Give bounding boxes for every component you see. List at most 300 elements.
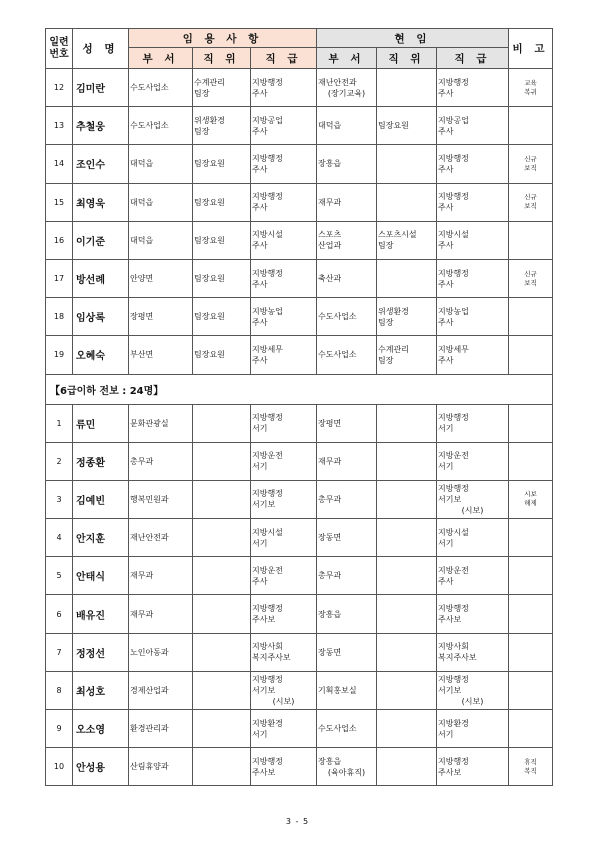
cell-appointment-grade xyxy=(251,442,317,480)
cell-name: 배유진 xyxy=(73,595,129,633)
cell-no: 6 xyxy=(46,595,73,633)
cell-line: 총무과 xyxy=(318,494,342,504)
cell-current-dept xyxy=(317,298,377,336)
cell-line: 장흥읍 xyxy=(318,609,342,619)
cell-no: 19 xyxy=(46,336,73,374)
cell-no: 1 xyxy=(46,404,73,442)
cell-line: 서기 xyxy=(252,462,268,472)
cell-current-grade xyxy=(437,107,509,145)
cell-appointment-position xyxy=(193,519,251,557)
cell-line: 지방행정 xyxy=(252,413,283,423)
cell-line: 지방시설 xyxy=(438,527,469,537)
cell-appointment-grade xyxy=(251,671,317,709)
cell-current-dept xyxy=(317,671,377,709)
cell-line: 팀장요원 xyxy=(194,235,225,245)
cell-appointment-dept xyxy=(129,748,193,786)
cell-note: 신규 보직 xyxy=(509,183,553,221)
cell-appointment-position xyxy=(193,671,251,709)
cell-note: 신규 보직 xyxy=(509,145,553,183)
cell-line: 지방농업 xyxy=(438,306,469,316)
cell-name: 추철웅 xyxy=(73,107,129,145)
header-note: 비 고 xyxy=(509,29,553,69)
table-row xyxy=(46,107,553,145)
cell-current-grade xyxy=(437,69,509,107)
cell-current-position xyxy=(377,480,437,518)
cell-current-position xyxy=(377,145,437,183)
cell-line: 서기 xyxy=(252,424,268,434)
header-appointment: 임 용 사 항 xyxy=(129,29,317,48)
cell-appointment-grade xyxy=(251,633,317,671)
cell-current-grade xyxy=(437,404,509,442)
table-row xyxy=(46,442,553,480)
cell-line: 서기 xyxy=(438,424,454,434)
cell-line: 팀장 xyxy=(378,317,394,327)
cell-line: 재난안전과 xyxy=(318,77,357,87)
table-row xyxy=(46,298,553,336)
cell-no: 7 xyxy=(46,633,73,671)
cell-note: 휴직 복직 xyxy=(509,748,553,786)
cell-line: 위생환경 xyxy=(378,306,409,316)
cell-line: 지방행정 xyxy=(252,77,283,87)
cell-line: 주사 xyxy=(252,576,268,586)
cell-line: 주사 xyxy=(438,279,454,289)
cell-line: 수계관리 xyxy=(378,344,409,354)
cell-line: 수도사업소 xyxy=(130,121,169,131)
cell-line: 지방행정 xyxy=(252,192,283,202)
cell-line: 복지주사보 xyxy=(252,653,291,663)
cell-name: 안성용 xyxy=(73,748,129,786)
cell-line: 대덕읍 xyxy=(130,159,154,169)
cell-line: 주사 xyxy=(438,576,454,586)
cell-note xyxy=(509,298,553,336)
cell-current-grade xyxy=(437,298,509,336)
cell-appointment-dept xyxy=(129,710,193,748)
cell-appointment-grade xyxy=(251,404,317,442)
cell-line: 주사 xyxy=(438,126,454,136)
cell-appointment-grade xyxy=(251,69,317,107)
cell-appointment-position xyxy=(193,748,251,786)
cell-current-position xyxy=(377,69,437,107)
cell-appointment-dept xyxy=(129,298,193,336)
cell-appointment-position xyxy=(193,442,251,480)
cell-appointment-position xyxy=(193,336,251,374)
cell-current-position xyxy=(377,259,437,297)
cell-line: (육아휴직) xyxy=(327,767,366,777)
cell-note xyxy=(509,442,553,480)
cell-appointment-grade xyxy=(251,595,317,633)
cell-current-grade xyxy=(437,595,509,633)
cell-line: 장평면 xyxy=(130,312,154,322)
cell-line: 지방행정 xyxy=(438,483,469,493)
cell-no: 5 xyxy=(46,557,73,595)
cell-line: 주사보 xyxy=(252,615,276,625)
cell-appointment-dept xyxy=(129,183,193,221)
cell-current-position xyxy=(377,442,437,480)
cell-line: 주사 xyxy=(438,88,454,98)
cell-line: 부산면 xyxy=(130,350,154,360)
cell-no: 16 xyxy=(46,221,73,259)
header-current-dept: 부 서 xyxy=(317,48,377,69)
cell-line: 지방사회 xyxy=(438,642,469,652)
cell-line: 팀장요원 xyxy=(194,312,225,322)
cell-appointment-dept xyxy=(129,259,193,297)
cell-no: 17 xyxy=(46,259,73,297)
table-row xyxy=(46,69,553,107)
cell-line: 주사보 xyxy=(252,767,276,777)
cell-line: (시보) xyxy=(461,505,484,515)
cell-line: 주사 xyxy=(252,88,268,98)
cell-no: 8 xyxy=(46,671,73,709)
cell-line: (장기교육) xyxy=(327,88,366,98)
cell-line: 대덕읍 xyxy=(318,121,342,131)
cell-current-grade xyxy=(437,671,509,709)
cell-line: 총무과 xyxy=(130,456,154,466)
cell-line: 주사 xyxy=(438,241,454,251)
cell-appointment-dept xyxy=(129,480,193,518)
cell-appointment-grade xyxy=(251,557,317,595)
cell-line: 지방행정 xyxy=(438,77,469,87)
cell-line: 팀장요원 xyxy=(194,197,225,207)
cell-line: 스포츠시설 xyxy=(378,230,417,240)
table-row xyxy=(46,633,553,671)
cell-line: 주사보 xyxy=(438,767,462,777)
cell-name: 최성호 xyxy=(73,671,129,709)
cell-appointment-dept xyxy=(129,442,193,480)
cell-line: 지방농업 xyxy=(252,306,283,316)
cell-current-dept xyxy=(317,107,377,145)
cell-line: 서기 xyxy=(252,729,268,739)
cell-appointment-dept xyxy=(129,633,193,671)
cell-current-dept xyxy=(317,404,377,442)
cell-appointment-position xyxy=(193,259,251,297)
cell-note xyxy=(509,107,553,145)
cell-line: 지방행정 xyxy=(438,413,469,423)
header-current: 현 임 xyxy=(317,29,509,48)
cell-line: 축산과 xyxy=(318,274,342,284)
cell-appointment-position xyxy=(193,183,251,221)
cell-line: 지방행정 xyxy=(438,604,469,614)
cell-line: 서기보 xyxy=(438,685,462,695)
cell-line: 지방운전 xyxy=(438,451,469,461)
cell-name: 김미란 xyxy=(73,69,129,107)
cell-name: 이기준 xyxy=(73,221,129,259)
header-current-position: 직 위 xyxy=(377,48,437,69)
cell-line: 장흥읍 xyxy=(318,159,342,169)
cell-appointment-position xyxy=(193,480,251,518)
cell-line: 위생환경 xyxy=(194,115,225,125)
cell-note xyxy=(509,336,553,374)
cell-line: 지방행정 xyxy=(438,756,469,766)
cell-current-grade xyxy=(437,259,509,297)
cell-line: 서기 xyxy=(438,729,454,739)
cell-name: 최영욱 xyxy=(73,183,129,221)
cell-line: 지방공업 xyxy=(252,115,283,125)
table-row xyxy=(46,145,553,183)
cell-line: 팀장요원 xyxy=(194,274,225,284)
cell-current-grade xyxy=(437,710,509,748)
cell-name: 정정선 xyxy=(73,633,129,671)
cell-line: 팀장 xyxy=(194,88,210,98)
cell-line: 대덕읍 xyxy=(130,235,154,245)
cell-line: 팀장요원 xyxy=(194,350,225,360)
cell-line: 장평면 xyxy=(318,418,342,428)
cell-name: 안지훈 xyxy=(73,519,129,557)
cell-line: 지방시설 xyxy=(438,230,469,240)
cell-current-position xyxy=(377,595,437,633)
cell-appointment-dept xyxy=(129,404,193,442)
cell-note xyxy=(509,671,553,709)
cell-current-dept xyxy=(317,336,377,374)
cell-name: 오소영 xyxy=(73,710,129,748)
cell-current-position xyxy=(377,221,437,259)
cell-name: 김예빈 xyxy=(73,480,129,518)
cell-line: 산업과 xyxy=(318,241,342,251)
cell-line: 서기 xyxy=(252,538,268,548)
cell-no: 13 xyxy=(46,107,73,145)
cell-line: 행복민원과 xyxy=(130,494,169,504)
cell-line: 주사 xyxy=(438,355,454,365)
cell-line: (시보) xyxy=(272,696,295,706)
cell-current-dept xyxy=(317,480,377,518)
cell-line: 지방운전 xyxy=(252,451,283,461)
cell-line: 지방행정 xyxy=(438,153,469,163)
cell-current-position xyxy=(377,107,437,145)
header-name: 성 명 xyxy=(73,29,129,69)
cell-no: 18 xyxy=(46,298,73,336)
cell-line: 산림휴양과 xyxy=(130,762,169,772)
cell-line: 주사 xyxy=(438,317,454,327)
table-row xyxy=(46,557,553,595)
cell-note xyxy=(509,710,553,748)
cell-current-dept xyxy=(317,710,377,748)
cell-current-dept xyxy=(317,145,377,183)
cell-appointment-dept xyxy=(129,107,193,145)
cell-current-dept xyxy=(317,595,377,633)
cell-line: 주사 xyxy=(252,355,268,365)
cell-line: 지방행정 xyxy=(252,268,283,278)
cell-line: 주사 xyxy=(438,203,454,213)
cell-current-grade xyxy=(437,336,509,374)
cell-line: 환경관리과 xyxy=(130,724,169,734)
cell-line: 지방운전 xyxy=(438,565,469,575)
cell-appointment-grade xyxy=(251,748,317,786)
cell-line: 장동면 xyxy=(318,647,342,657)
header-current-grade: 직 급 xyxy=(437,48,509,69)
cell-line: 수계관리 xyxy=(194,77,225,87)
cell-line: 주사 xyxy=(252,317,268,327)
cell-line: 팀장 xyxy=(378,355,394,365)
cell-line: 서기보 xyxy=(252,500,276,510)
cell-appointment-dept xyxy=(129,519,193,557)
cell-current-position xyxy=(377,336,437,374)
cell-line: 경제산업과 xyxy=(130,685,169,695)
cell-current-dept xyxy=(317,633,377,671)
cell-line: 서기 xyxy=(438,462,454,472)
cell-line: 서기보 xyxy=(438,494,462,504)
cell-no: 14 xyxy=(46,145,73,183)
cell-current-grade xyxy=(437,183,509,221)
cell-note xyxy=(509,221,553,259)
cell-line: 지방사회 xyxy=(252,642,283,652)
cell-current-dept xyxy=(317,748,377,786)
table-row xyxy=(46,183,553,221)
table-row xyxy=(46,259,553,297)
cell-appointment-grade xyxy=(251,298,317,336)
cell-line: 주사 xyxy=(252,164,268,174)
cell-line: 지방세무 xyxy=(438,344,469,354)
cell-name: 임상록 xyxy=(73,298,129,336)
cell-line: 지방행정 xyxy=(252,756,283,766)
table-row xyxy=(46,404,553,442)
cell-appointment-grade xyxy=(251,183,317,221)
cell-line: 지방시설 xyxy=(252,230,283,240)
cell-line: 스포츠 xyxy=(318,230,342,240)
cell-appointment-dept xyxy=(129,595,193,633)
cell-appointment-grade xyxy=(251,519,317,557)
header-appointment-position: 직 위 xyxy=(193,48,251,69)
table-row xyxy=(46,221,553,259)
personnel-table xyxy=(45,28,553,786)
cell-note xyxy=(509,633,553,671)
header-no: 일련 번호 xyxy=(46,29,73,69)
cell-appointment-grade xyxy=(251,107,317,145)
cell-no: 15 xyxy=(46,183,73,221)
cell-current-grade xyxy=(437,480,509,518)
cell-current-position xyxy=(377,633,437,671)
cell-line: 서기보 xyxy=(252,685,276,695)
cell-appointment-position xyxy=(193,69,251,107)
cell-no: 12 xyxy=(46,69,73,107)
cell-appointment-grade xyxy=(251,336,317,374)
cell-current-position xyxy=(377,710,437,748)
cell-line: 재무과 xyxy=(318,456,342,466)
cell-no: 3 xyxy=(46,480,73,518)
cell-current-position xyxy=(377,183,437,221)
cell-current-grade xyxy=(437,145,509,183)
cell-name: 정종환 xyxy=(73,442,129,480)
cell-appointment-position xyxy=(193,145,251,183)
cell-note xyxy=(509,557,553,595)
table-row xyxy=(46,519,553,557)
cell-line: 지방환경 xyxy=(252,718,283,728)
cell-line: 기획홍보실 xyxy=(318,685,357,695)
cell-appointment-grade xyxy=(251,259,317,297)
cell-current-position xyxy=(377,298,437,336)
cell-line: 주사 xyxy=(252,241,268,251)
cell-appointment-dept xyxy=(129,336,193,374)
table-row xyxy=(46,748,553,786)
cell-current-dept xyxy=(317,557,377,595)
cell-no: 9 xyxy=(46,710,73,748)
cell-note: 신규 보직 xyxy=(509,259,553,297)
cell-line: 주사 xyxy=(252,203,268,213)
cell-appointment-position xyxy=(193,221,251,259)
table-row xyxy=(46,671,553,709)
cell-no: 10 xyxy=(46,748,73,786)
section-row-group xyxy=(46,374,553,404)
cell-current-grade xyxy=(437,442,509,480)
table-body-top xyxy=(46,69,553,375)
cell-current-grade xyxy=(437,557,509,595)
cell-line: 재난안전과 xyxy=(130,533,169,543)
cell-name: 안태식 xyxy=(73,557,129,595)
cell-appointment-position xyxy=(193,404,251,442)
cell-line: 안양면 xyxy=(130,274,154,284)
table-row xyxy=(46,710,553,748)
cell-line: 주사보 xyxy=(438,615,462,625)
header-appointment-dept: 부 서 xyxy=(129,48,193,69)
cell-line: 수도사업소 xyxy=(318,724,357,734)
cell-current-dept xyxy=(317,69,377,107)
cell-appointment-dept xyxy=(129,69,193,107)
cell-appointment-position xyxy=(193,595,251,633)
cell-appointment-grade xyxy=(251,710,317,748)
cell-note xyxy=(509,519,553,557)
cell-line: 지방행정 xyxy=(252,604,283,614)
cell-note: 시보 해제 xyxy=(509,480,553,518)
section-title: 【6급이하 전보 : 24명】 xyxy=(46,374,553,404)
header-appointment-grade: 직 급 xyxy=(251,48,317,69)
cell-name: 조인수 xyxy=(73,145,129,183)
cell-line: 주사 xyxy=(252,279,268,289)
cell-line: 지방행정 xyxy=(438,192,469,202)
cell-line: 총무과 xyxy=(318,571,342,581)
table-row xyxy=(46,336,553,374)
cell-line: 팀장요원 xyxy=(194,159,225,169)
cell-appointment-dept xyxy=(129,221,193,259)
cell-line: 복지주사보 xyxy=(438,653,477,663)
cell-line: 재무과 xyxy=(318,197,342,207)
cell-appointment-position xyxy=(193,633,251,671)
cell-line: 주사 xyxy=(438,164,454,174)
cell-line: 대덕읍 xyxy=(130,197,154,207)
cell-appointment-grade xyxy=(251,480,317,518)
cell-line: 지방환경 xyxy=(438,718,469,728)
cell-note xyxy=(509,404,553,442)
cell-appointment-dept xyxy=(129,557,193,595)
cell-current-grade xyxy=(437,633,509,671)
cell-line: 재무과 xyxy=(130,571,154,581)
cell-line: 주사 xyxy=(252,126,268,136)
cell-line: 지방시설 xyxy=(252,527,283,537)
cell-note: 교육 복귀 xyxy=(509,69,553,107)
cell-appointment-grade xyxy=(251,221,317,259)
cell-line: 재무과 xyxy=(130,609,154,619)
cell-name: 방선례 xyxy=(73,259,129,297)
cell-line: 장흥읍 xyxy=(318,756,342,766)
cell-current-dept xyxy=(317,221,377,259)
table-body-bottom xyxy=(46,404,553,786)
cell-no: 4 xyxy=(46,519,73,557)
cell-name: 류민 xyxy=(73,404,129,442)
cell-appointment-position xyxy=(193,107,251,145)
cell-appointment-grade xyxy=(251,145,317,183)
cell-current-grade xyxy=(437,221,509,259)
cell-line: 팀장요원 xyxy=(378,121,409,131)
cell-line: 수도사업소 xyxy=(130,83,169,93)
cell-line: 서기 xyxy=(438,538,454,548)
cell-appointment-dept xyxy=(129,671,193,709)
table-row xyxy=(46,480,553,518)
cell-line: 지방세무 xyxy=(252,344,283,354)
cell-note xyxy=(509,595,553,633)
cell-name: 오혜숙 xyxy=(73,336,129,374)
cell-line: 수도사업소 xyxy=(318,312,357,322)
cell-appointment-position xyxy=(193,710,251,748)
cell-line: 지방행정 xyxy=(438,674,469,684)
cell-line: 문화관광실 xyxy=(130,418,169,428)
cell-current-position xyxy=(377,557,437,595)
